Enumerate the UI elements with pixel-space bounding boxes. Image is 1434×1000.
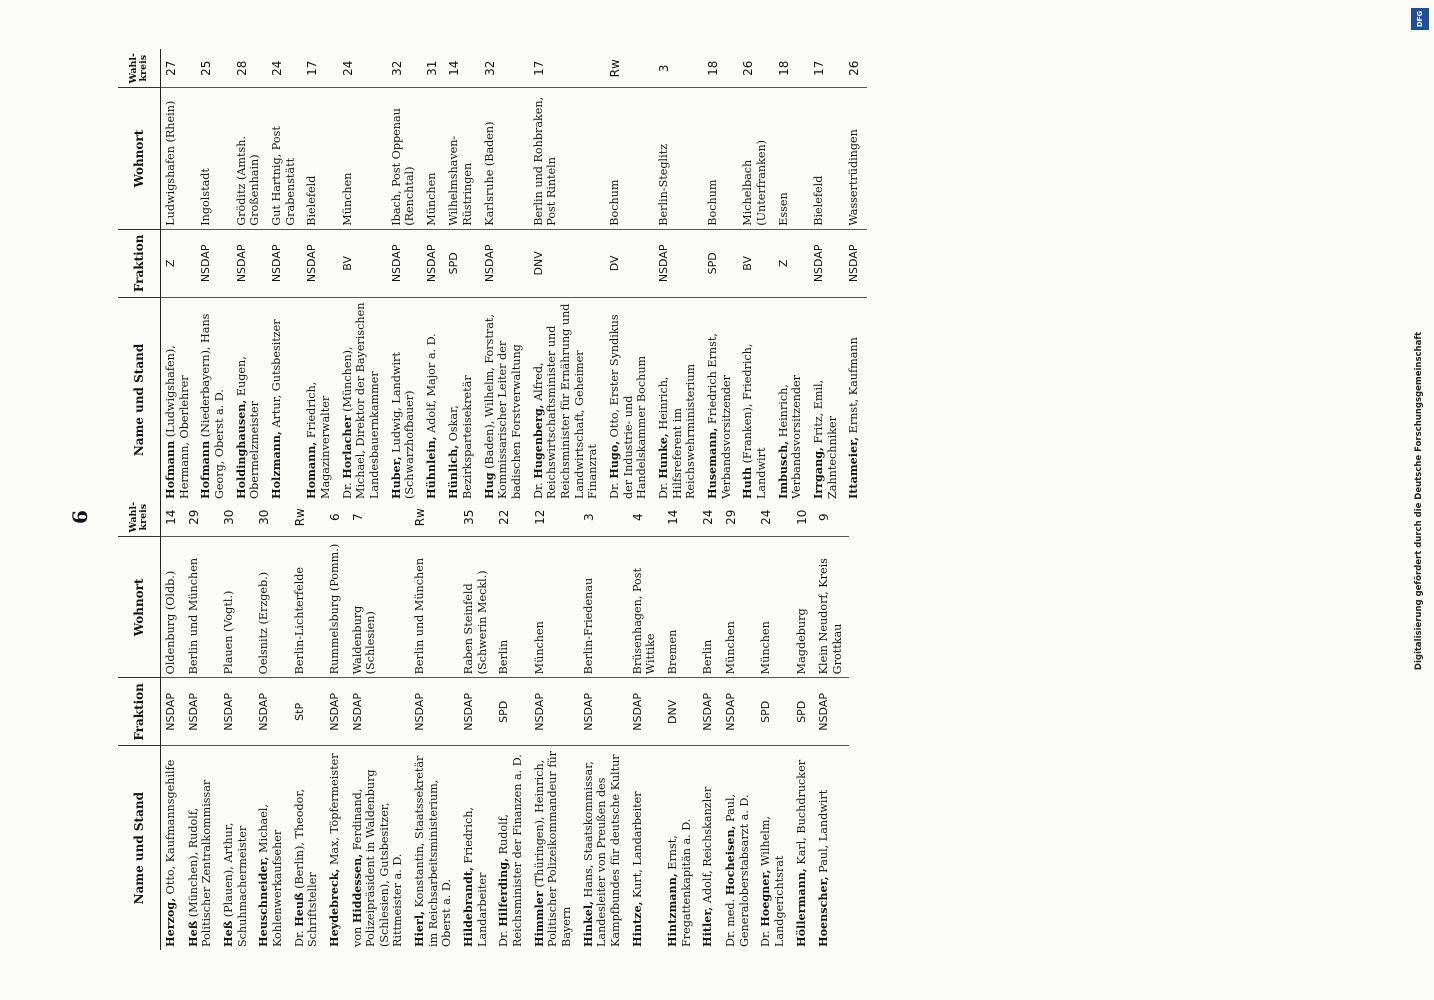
member-name-cell xyxy=(605,297,654,502)
member-prefix: Dr. xyxy=(340,478,354,499)
member-details: Eugen, Obermelzmeister xyxy=(234,356,262,499)
member-surname: Heuschneider, xyxy=(256,856,271,947)
member-fraktion: NSDAP xyxy=(814,678,849,746)
member-fraktion: NSDAP xyxy=(654,229,703,297)
member-details: Alfred, Reichswirtschaftsminister und Reichsminister für Ernährung und Landwirtschaft, Geheimer Finanzrat xyxy=(531,303,600,499)
member-surname: Huth xyxy=(740,466,755,499)
member-wohnort: Plauen (Vogtl.) xyxy=(219,537,254,678)
member-details: (Niederbayern), Hans Georg, Oberst a. D. xyxy=(199,313,226,499)
member-surname: Heuß xyxy=(291,892,306,927)
member-prefix: Dr. xyxy=(759,926,773,947)
dfg-logo: DFG xyxy=(1411,8,1429,30)
member-wohnort: Brüsenhagen, Post Wittike xyxy=(628,537,663,678)
member-fraktion: SPD xyxy=(444,229,479,297)
table-row xyxy=(844,49,867,502)
member-surname: Husemann, xyxy=(704,427,719,499)
member-wahlkreis: 29 xyxy=(723,509,738,525)
member-name-cell xyxy=(348,746,411,950)
member-wahlkreis: 26 xyxy=(847,60,862,76)
member-wahlkreis: 3 xyxy=(657,64,671,73)
member-details: Michael, Kohlenwerkaufseher xyxy=(257,804,284,947)
table-row xyxy=(267,49,302,502)
members-table-right xyxy=(118,49,867,502)
member-surname: Herzog, xyxy=(163,897,177,947)
left-table-body xyxy=(161,498,850,950)
member-wohnort: Berlin und Rohbraken, Post Rinteln xyxy=(529,88,605,229)
member-name-cell xyxy=(302,297,337,502)
member-surname: Holdinghausen, xyxy=(233,399,248,499)
table-row xyxy=(422,49,445,502)
member-fraktion: DNV xyxy=(663,678,698,746)
member-name-cell xyxy=(196,297,231,502)
member-name-cell xyxy=(721,746,756,950)
member-wahlkreis: 32 xyxy=(482,60,497,76)
member-wahlkreis: Rw xyxy=(292,508,307,527)
member-surname: Hinkel, xyxy=(580,901,595,947)
member-surname: Hintze, xyxy=(629,901,644,947)
member-name-cell xyxy=(387,297,422,502)
member-wohnort: Bielefeld xyxy=(809,88,844,229)
member-fraktion: NSDAP xyxy=(809,229,844,297)
member-name-cell xyxy=(530,746,579,950)
member-name-cell xyxy=(161,746,184,950)
member-surname: Hofmann xyxy=(198,440,213,499)
table-row xyxy=(459,498,494,950)
member-wahlkreis: 12 xyxy=(532,509,547,525)
member-wohnort: Wilhelmshaven-Rüstringen xyxy=(444,88,479,229)
member-wahlkreis: 4 xyxy=(630,513,645,522)
member-name-cell xyxy=(792,746,815,950)
member-wohnort: Oldenburg (Oldb.) xyxy=(161,537,184,678)
member-wohnort: Klein Neudorf, Kreis Grottkau xyxy=(814,537,849,678)
member-wohnort: Berlin xyxy=(494,537,529,678)
member-wohnort: Gut Hartnig, Post Grabenstätt xyxy=(267,88,302,229)
member-surname: Irrgang, xyxy=(810,447,825,499)
member-details: Paul, Generaloberstabsarzt a. D. xyxy=(723,793,751,947)
member-wahlkreis: 24 xyxy=(269,60,284,76)
table-row xyxy=(161,498,184,950)
member-details: Heinrich, Hilfsreferent im Reichswehrministerium xyxy=(657,363,698,499)
member-wahlkreis: 22 xyxy=(497,509,512,525)
member-fraktion: NSDAP xyxy=(196,229,231,297)
member-wohnort: Berlin xyxy=(698,537,721,678)
member-fraktion: NSDAP xyxy=(844,229,867,297)
member-fraktion: SPD xyxy=(494,678,529,746)
member-wohnort: Raben Steinfeld (Schwerin Meckl.) xyxy=(459,537,494,678)
member-surname: Hoenscher, xyxy=(816,876,831,947)
member-wahlkreis: 18 xyxy=(776,60,791,76)
table-row xyxy=(444,49,479,502)
member-surname: Hildebrandt, xyxy=(461,867,476,947)
member-fraktion: NSDAP xyxy=(387,229,422,297)
member-wahlkreis: Rw xyxy=(413,508,428,527)
member-wohnort: Gröditz (Amtsh. Großenhain) xyxy=(232,88,267,229)
member-details: (München), Rudolf, Politischer Zentralkommissar xyxy=(186,779,214,947)
member-prefix: Dr. xyxy=(531,478,545,499)
member-details: Hans, Staatskommissar, Landesleiter von Preußen des Kampfbundes für deutsche Kultur xyxy=(581,754,622,947)
member-wahlkreis: 14 xyxy=(164,509,178,525)
member-name-cell xyxy=(184,746,219,950)
member-wahlkreis: 26 xyxy=(741,60,756,76)
member-details: Artur, Gutsbesitzer xyxy=(269,319,283,432)
table-row xyxy=(654,49,703,502)
member-wohnort: Karlsruhe (Baden) xyxy=(480,88,529,229)
member-fraktion: StP xyxy=(290,678,325,746)
member-surname: Hünlich, xyxy=(446,444,461,499)
member-details: (Berlin), Theodor, Schriftsteller xyxy=(292,788,320,947)
member-details: Ferdinand, Polizeipräsident in Waldenburg (Schlesien), Gutsbesitzer, Rittmeister a. D. xyxy=(350,769,405,947)
member-name-cell xyxy=(663,746,698,950)
table-row xyxy=(494,498,529,950)
member-name-cell xyxy=(325,746,348,950)
table-row xyxy=(387,49,422,502)
member-wahlkreis: 17 xyxy=(305,60,320,76)
member-wohnort: Ludwigshafen (Rhein) xyxy=(161,88,197,229)
table-row xyxy=(529,49,605,502)
member-wahlkreis: 27 xyxy=(164,60,178,76)
member-details: Oskar, Bezirksparteisekretär xyxy=(447,375,475,499)
digitization-note xyxy=(1408,6,1430,996)
member-details: Wilhelm, Landgerichtsrat xyxy=(759,816,786,947)
member-name-cell xyxy=(410,746,459,950)
members-table-left xyxy=(118,498,849,950)
member-name-cell xyxy=(698,746,721,950)
header-wahlkreis: Wahl-kreis xyxy=(118,498,161,537)
member-surname: Hühnlein, xyxy=(423,436,438,499)
member-wahlkreis: 9 xyxy=(817,513,832,522)
table-row xyxy=(196,49,231,502)
member-fraktion: NSDAP xyxy=(232,229,267,297)
member-surname: Hofmann xyxy=(163,440,177,499)
member-wohnort: Berlin-Steglitz xyxy=(654,88,703,229)
member-surname: Hunke, xyxy=(656,433,670,479)
member-wahlkreis: Rw xyxy=(608,59,623,78)
member-surname: Hilferding, xyxy=(496,857,511,927)
member-details: Adolf, Reichskanzler xyxy=(701,786,715,907)
member-name-cell xyxy=(529,297,605,502)
member-wohnort: München xyxy=(422,88,445,229)
member-wahlkreis: 29 xyxy=(186,509,201,525)
member-details: Friedrich, Landarbeiter xyxy=(462,807,489,947)
header-wohnort: Wohnort xyxy=(118,88,161,229)
member-prefix: Dr. med. xyxy=(723,895,737,947)
table-row xyxy=(302,49,337,502)
header-fraktion: Fraktion xyxy=(118,678,161,746)
table-row xyxy=(254,498,289,950)
member-name-cell xyxy=(480,297,529,502)
table-row xyxy=(530,498,579,950)
member-name-cell xyxy=(459,746,494,950)
member-details: (Plauen), Arthur, Schuhmachermeister xyxy=(221,822,249,947)
member-fraktion: DNV xyxy=(529,229,605,297)
digitization-note-text: Digitalisierung gefördert durch die Deutsche Forschungsgemeinschaft xyxy=(1414,331,1424,671)
member-surname: Hocheisen, xyxy=(722,825,737,896)
member-fraktion: NSDAP xyxy=(530,678,579,746)
member-details: (Franken), Friedrich, Landwirt xyxy=(741,343,768,499)
table-header-row xyxy=(118,49,161,502)
member-name-cell xyxy=(254,746,289,950)
member-name-cell xyxy=(232,297,267,502)
member-wahlkreis: 35 xyxy=(462,509,477,525)
member-wohnort: Bremen xyxy=(663,537,698,678)
member-name-cell xyxy=(494,746,529,950)
member-details: Fritz, Emil, Zahntechniker xyxy=(811,379,839,499)
header-wohnort: Wohnort xyxy=(118,537,161,678)
member-wahlkreis: 28 xyxy=(234,60,249,76)
table-row xyxy=(232,49,267,502)
member-details: Konstantin, Staatssekretär im Reichsarbeitsministerium, Oberst a. D. xyxy=(413,755,454,947)
member-surname: Hitler, xyxy=(700,906,715,947)
member-fraktion: NSDAP xyxy=(410,678,459,746)
member-surname: Horlacher xyxy=(339,415,354,479)
member-details: Friedrich Ernst, Verbandsvorsitzender xyxy=(705,333,733,499)
member-name-cell xyxy=(814,746,849,950)
member-details: Max, Töpfermeister xyxy=(327,753,341,869)
table-row xyxy=(605,49,654,502)
member-wohnort: Rummelsburg (Pomm.) xyxy=(325,537,348,678)
member-details: (Thüringen), Heinrich, Politischer Polizeikommandeur für Bayern xyxy=(532,750,574,947)
member-fraktion: NSDAP xyxy=(184,678,219,746)
member-details: (Ludwigshafen), Hermann, Oberlehrer xyxy=(164,345,191,499)
table-row xyxy=(579,498,628,950)
member-name-cell xyxy=(290,746,325,950)
member-fraktion: NSDAP xyxy=(254,678,289,746)
member-fraktion: NSDAP xyxy=(219,678,254,746)
member-surname: Homann, xyxy=(304,441,319,499)
member-fraktion: BV xyxy=(338,229,387,297)
member-wohnort: Bielefeld xyxy=(302,88,337,229)
member-details: (Baden), Wilhelm, Forstrat, Kommissarischer Leiter der badischen Forstverwaltung xyxy=(482,314,524,499)
table-row xyxy=(338,49,387,502)
member-details: Otto, Kaufmannsgehilfe xyxy=(164,759,177,898)
member-name-cell xyxy=(654,297,703,502)
table-row xyxy=(184,498,219,950)
member-surname: Ittameier, xyxy=(846,436,861,499)
member-surname: Imbusch, xyxy=(775,440,790,499)
header-name: Name und Stand xyxy=(118,746,161,950)
member-wahlkreis: 7 xyxy=(350,513,365,522)
member-fraktion: NSDAP xyxy=(161,678,184,746)
member-wahlkreis: 25 xyxy=(199,60,214,76)
member-prefix: von xyxy=(350,923,364,947)
member-name-cell xyxy=(161,297,197,502)
table-row xyxy=(703,49,738,502)
member-surname: Hug xyxy=(481,472,496,499)
member-fraktion: NSDAP xyxy=(698,678,721,746)
member-wohnort: Essen xyxy=(774,88,809,229)
member-fraktion: NSDAP xyxy=(422,229,445,297)
member-surname: Heß xyxy=(185,920,200,947)
member-prefix: Dr. xyxy=(608,478,622,499)
member-name-cell xyxy=(444,297,479,502)
member-fraktion: SPD xyxy=(703,229,738,297)
member-fraktion: NSDAP xyxy=(579,678,628,746)
member-wahlkreis: 24 xyxy=(759,509,774,525)
member-wahlkreis: 31 xyxy=(424,60,439,76)
member-wohnort: Berlin und München xyxy=(410,537,459,678)
member-surname: Hoegner, xyxy=(758,869,773,927)
member-fraktion: NSDAP xyxy=(721,678,756,746)
table-row xyxy=(809,49,844,502)
member-name-cell xyxy=(628,746,663,950)
member-details: Karl, Buchdrucker xyxy=(794,759,808,869)
member-prefix: Dr. xyxy=(292,926,306,947)
member-prefix: Dr. xyxy=(497,926,511,947)
member-surname: Hugenberg, xyxy=(530,404,545,479)
member-fraktion: DV xyxy=(605,229,654,297)
member-surname: Höllermann, xyxy=(793,868,808,947)
member-fraktion: Z xyxy=(774,229,809,297)
member-wohnort: Oelsnitz (Erzgeb.) xyxy=(254,537,289,678)
member-surname: Heydebreck, xyxy=(326,868,341,947)
member-details: Friedrich, Magazinverwalter xyxy=(305,381,332,499)
member-name-cell xyxy=(219,746,254,950)
member-details: Ernst, Fregattenkapitän a. D. xyxy=(665,818,693,947)
member-wohnort: Ibach, Post Oppenau (Renchtal) xyxy=(387,88,422,229)
table-row xyxy=(348,498,411,950)
member-wahlkreis: 6 xyxy=(327,513,342,522)
member-wahlkreis: 32 xyxy=(389,60,404,76)
table-row xyxy=(290,498,325,950)
member-wohnort: München xyxy=(721,537,756,678)
table-row xyxy=(792,498,815,950)
member-name-cell xyxy=(809,297,844,502)
member-wahlkreis: 18 xyxy=(705,60,720,76)
header-name: Name und Stand xyxy=(118,297,161,502)
member-details: Rudolf, Reichsminister der Finanzen a. D. xyxy=(497,754,525,947)
member-wahlkreis: 14 xyxy=(665,509,680,525)
member-details: Ernst, Kaufmann xyxy=(847,337,861,437)
table-row xyxy=(161,49,197,502)
member-wahlkreis: 30 xyxy=(221,509,236,525)
table-row xyxy=(698,498,721,950)
table-row xyxy=(219,498,254,950)
member-surname: Hintzmann, xyxy=(664,873,679,947)
member-wohnort: Michelbach (Unterfranken) xyxy=(738,88,773,229)
header-wahlkreis: Wahl-kreis xyxy=(118,49,161,88)
table-row xyxy=(756,498,791,950)
member-details: (München), Michael, Direktor der Bayerischen Landesbauernkammer xyxy=(340,302,381,499)
member-fraktion: NSDAP xyxy=(628,678,663,746)
member-wohnort: Ingolstadt xyxy=(196,88,231,229)
table-row xyxy=(663,498,698,950)
member-details: Heinrich, Verbandsvorsitzender xyxy=(776,374,804,499)
member-surname: Heß xyxy=(220,920,235,947)
member-name-cell xyxy=(422,297,445,502)
member-surname: Himmler xyxy=(531,891,546,947)
table-row xyxy=(774,49,809,502)
member-name-cell xyxy=(756,746,791,950)
table-row xyxy=(325,498,348,950)
member-wohnort: Berlin-Lichterfelde xyxy=(290,537,325,678)
member-fraktion: NSDAP xyxy=(348,678,411,746)
member-name-cell xyxy=(774,297,809,502)
header-fraktion: Fraktion xyxy=(118,229,161,297)
member-fraktion: NSDAP xyxy=(459,678,494,746)
table-row xyxy=(738,49,773,502)
page-number: 6 xyxy=(68,510,92,524)
member-details: Ludwig, Landwirt (Schwarzhofbauer) xyxy=(389,352,417,499)
member-details: Paul, Landwirt xyxy=(817,789,831,877)
member-surname: Holzmann, xyxy=(268,431,283,499)
member-fraktion: NSDAP xyxy=(267,229,302,297)
member-wahlkreis: 14 xyxy=(447,60,462,76)
member-wohnort: Waldenburg (Schlesien) xyxy=(348,537,411,678)
member-name-cell xyxy=(267,297,302,502)
member-fraktion: BV xyxy=(738,229,773,297)
member-surname: Hierl, xyxy=(412,911,427,947)
table-row xyxy=(628,498,663,950)
member-wohnort: Bochum xyxy=(703,88,738,229)
member-fraktion: NSDAP xyxy=(480,229,529,297)
member-wohnort: Berlin-Friedenau xyxy=(579,537,628,678)
member-wohnort: Bochum xyxy=(605,88,654,229)
member-name-cell xyxy=(579,746,628,950)
member-wahlkreis: 24 xyxy=(701,509,716,525)
member-fraktion: SPD xyxy=(792,678,815,746)
member-name-cell xyxy=(338,297,387,502)
right-table-body xyxy=(161,49,867,502)
member-name-cell xyxy=(738,297,773,502)
member-wohnort: Magdeburg xyxy=(792,537,815,678)
member-name-cell xyxy=(703,297,738,502)
table-row xyxy=(814,498,849,950)
member-wohnort: Berlin und München xyxy=(184,537,219,678)
member-prefix: Dr. xyxy=(657,478,670,499)
member-name-cell xyxy=(844,297,867,502)
member-fraktion: NSDAP xyxy=(325,678,348,746)
member-wahlkreis: 30 xyxy=(257,509,272,525)
member-wahlkreis: 10 xyxy=(794,509,809,525)
member-wohnort: Wassertrüdingen xyxy=(844,88,867,229)
table-header-row xyxy=(118,498,161,950)
member-fraktion: Z xyxy=(161,229,197,297)
member-surname: Hiddessen, xyxy=(349,853,364,924)
member-fraktion: SPD xyxy=(756,678,791,746)
table-row xyxy=(410,498,459,950)
member-details: Otto, Erster Syndikus der Industrie- und Handelskammer Bochum xyxy=(608,314,649,499)
member-surname: Hugo, xyxy=(607,440,622,479)
member-details: Kurt, Landarbeiter xyxy=(630,791,644,902)
member-wohnort: München xyxy=(756,537,791,678)
member-surname: Huber, xyxy=(388,456,403,499)
member-wohnort: München xyxy=(530,537,579,678)
member-details: Adolf, Major a. D. xyxy=(424,333,438,437)
member-wahlkreis: 24 xyxy=(340,60,355,76)
member-wahlkreis: 17 xyxy=(531,60,546,76)
member-fraktion: NSDAP xyxy=(302,229,337,297)
member-wohnort: München xyxy=(338,88,387,229)
table-row xyxy=(721,498,756,950)
member-wahlkreis: 17 xyxy=(811,60,826,76)
member-wahlkreis: 3 xyxy=(581,513,596,522)
table-row xyxy=(480,49,529,502)
